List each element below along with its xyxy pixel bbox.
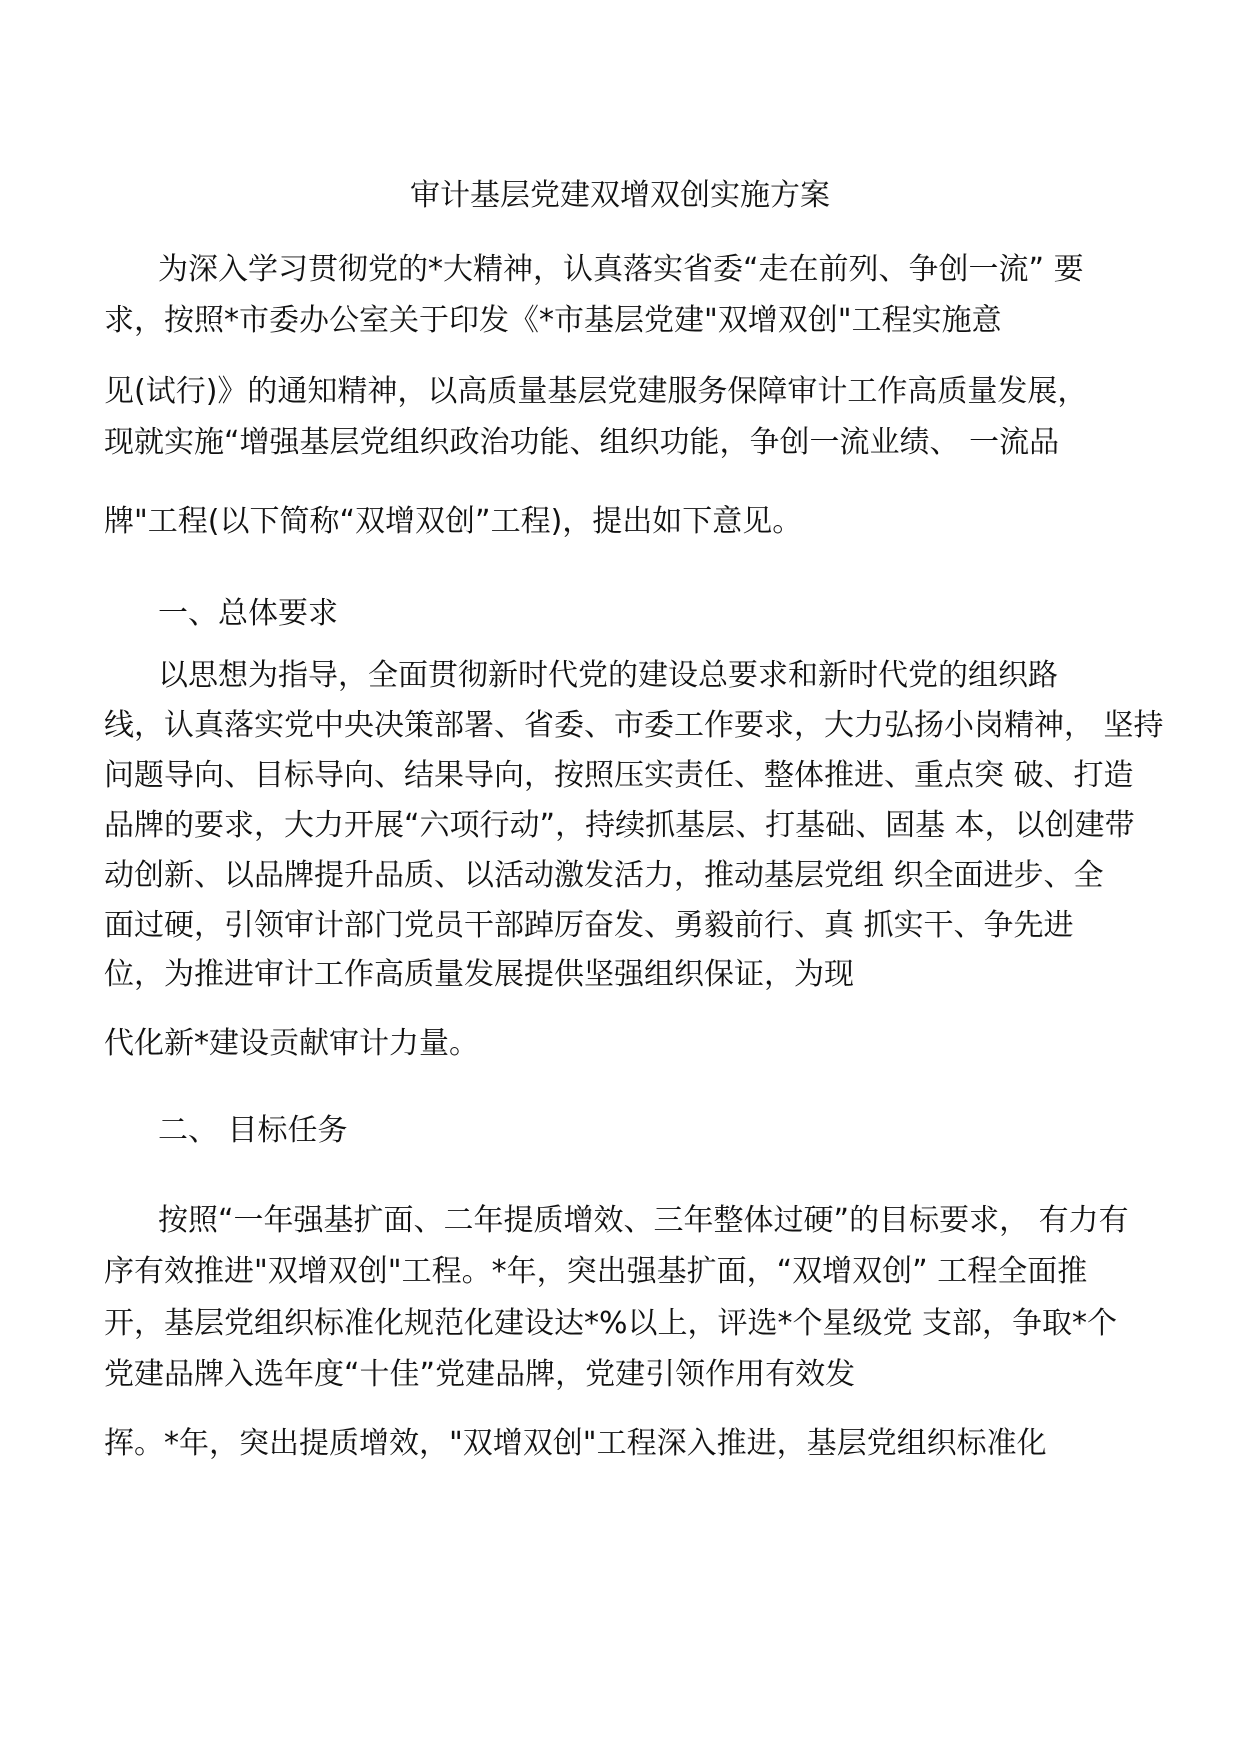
section2-line-2: 序有效推进"双增双创"工程。*年，突出强基扩面，“双增双创” 工程全面推 bbox=[104, 1254, 1088, 1289]
section1-line-3: 问题导向、目标导向、结果导向，按照压实责任、整体推进、重点突 破、打造 bbox=[104, 758, 1134, 793]
section2-line-5: 挥。*年，突出提质增效，"双增双创"工程深入推进，基层党组织标准化 bbox=[104, 1426, 1047, 1461]
section1-line-6: 面过硬，引领审计部门党员干部踔厉奋发、勇毅前行、真 抓实干、争先进 bbox=[104, 908, 1074, 943]
section2-line-3: 开，基层党组织标准化规范化建设达*%以上，评选*个星级党 支部，争取*个 bbox=[104, 1306, 1118, 1341]
section1-line-8: 代化新*建设贡献审计力量。 bbox=[104, 1026, 479, 1061]
section1-line-4: 品牌的要求，大力开展“六项行动”，持续抓基层、打基础、固基 本，以创建带 bbox=[104, 808, 1135, 843]
section2-heading: 二、 目标任务 bbox=[158, 1113, 348, 1148]
intro-line-5: 牌"工程(以下简称“双增双创”工程)，提出如下意见。 bbox=[104, 504, 803, 539]
intro-line-2: 求，按照*市委办公室关于印发《*市基层党建"双增双创"工程实施意 bbox=[104, 303, 1002, 338]
section1-line-5: 动创新、以品牌提升品质、以活动激发活力，推动基层党组 织全面进步、全 bbox=[104, 858, 1104, 893]
intro-line-4: 现就实施“增强基层党组织政治功能、组织功能，争创一流业绩、 一流品 bbox=[104, 425, 1060, 460]
intro-line-1: 为深入学习贯彻党的*大精神，认真落实省委“走在前列、争创一流” 要 bbox=[158, 252, 1084, 287]
section1-heading: 一、总体要求 bbox=[158, 596, 338, 631]
document-title: 审计基层党建双增双创实施方案 bbox=[410, 178, 830, 213]
section1-line-7: 位，为推进审计工作高质量发展提供坚强组织保证，为现 bbox=[104, 957, 854, 992]
section1-line-2: 线，认真落实党中央决策部署、省委、市委工作要求，大力弘扬小岗精神， 坚持 bbox=[104, 708, 1164, 743]
section2-line-4: 党建品牌入选年度“十佳”党建品牌，党建引领作用有效发 bbox=[104, 1357, 856, 1392]
section2-line-1: 按照“一年强基扩面、二年提质增效、三年整体过硬”的目标要求， 有力有 bbox=[158, 1203, 1129, 1238]
intro-line-3: 见(试行)》的通知精神，以高质量基层党建服务保障审计工作高质量发展， bbox=[104, 374, 1088, 409]
section1-line-1: 以思想为指导，全面贯彻新时代党的建设总要求和新时代党的组织路 bbox=[158, 658, 1058, 693]
